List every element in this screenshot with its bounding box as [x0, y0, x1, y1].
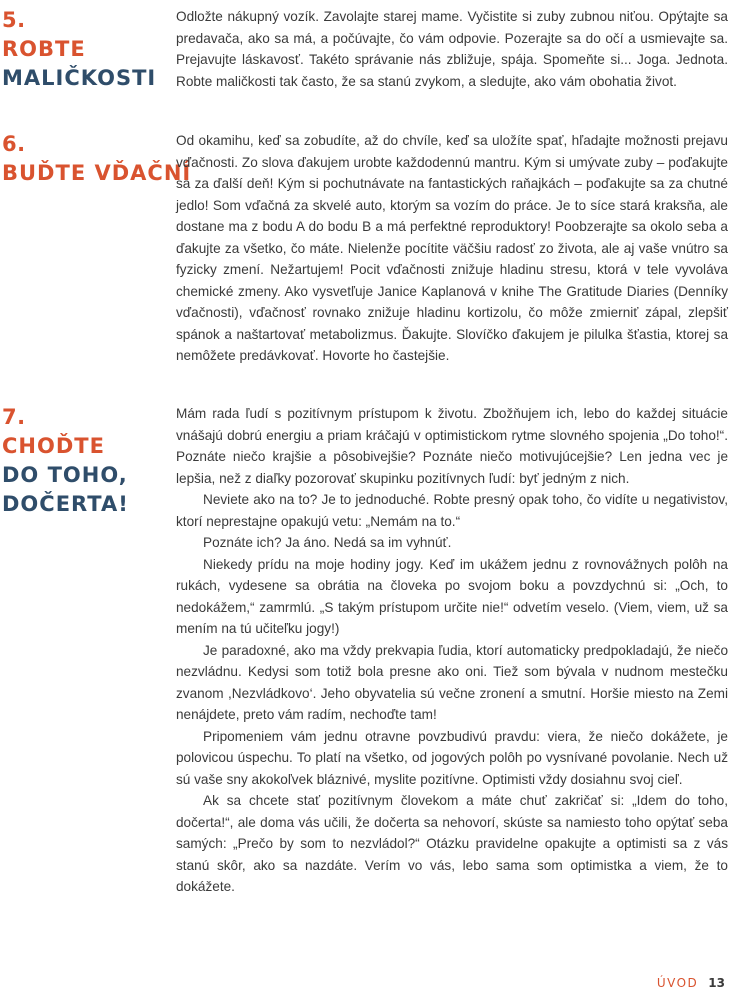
section-body	[176, 6, 728, 92]
section-body	[176, 130, 728, 367]
section-title	[2, 35, 162, 93]
section-title-line: BUĎTE VĎAČNÍ	[2, 161, 192, 185]
section-number: 6.	[2, 132, 26, 156]
section-title-line: DO TOHO,	[2, 463, 128, 487]
paragraph: Je paradoxné, ako ma vždy prekvapia ľudia, ktorí automaticky predpokladajú, že niečo nezvládnu. Kedysi som totiž bola presne ako oni. Tiež som bývala v nudnom mestečku zvanom ,Nezvládkovo‘. Jeho obyvatelia sú večne zronení a smutní. Horšie miesto na Zemi nenájdete, preto vám radím, nechoďte tam!	[176, 642, 728, 722]
section-body	[176, 403, 728, 898]
section-title-line: DOČERTA!	[2, 492, 129, 516]
section-title-line: ROBTE	[2, 37, 86, 61]
paragraph: Pripomeniem vám jednu otravne povzbudivú pravdu: viera, že niečo dokážete, je polovicou úspechu. To platí na všetko, od jogových polôh po vysnívané povolanie. Nech už sú vaše sny akokoľvek bláznivé, myslite pozitívne. Optimisti vždy dosiahnu svoj cieľ.	[176, 728, 728, 787]
page-footer	[657, 975, 725, 991]
section-number: 5.	[2, 8, 26, 32]
paragraph: Neviete ako na to? Je to jednoduché. Robte presný opak toho, čo vidíte u negativistov, ktorí neprestajne opakujú vetu: „Nemám na to.“	[176, 492, 728, 529]
paragraph: Ak sa chcete stať pozitívnym človekom a máte chuť zakričať si: „Idem do toho, dočerta!“, ale doma vás učili, že dočerta sa nehovorí, skúste sa namiesto toho opýtať seba samých: „Prečo by som to nezvládol?“ Otázku pravidelne opakujte a optimisti sa z vás stanú skôr, ako sa nazdáte. Verím vo vás, lebo sama som optimistka a viem, že to dokážete.	[176, 793, 728, 894]
footer-section-label: ÚVOD	[656, 976, 699, 990]
paragraph: Odložte nákupný vozík. Zavolajte starej mame. Vyčistite si zuby zubnou niťou. Opýtajte sa predavača, ako sa má, a počúvajte, čo vám odpovie. Pozerajte sa do očí a usmievajte sa. Prejavujte láskavosť. Takéto správanie nás zbližuje, spája. Spomeňte si... Joga. Jednota. Robte maličkosti tak často, že sa stanú zvykom, a sledujte, ako vám obohatia život.	[176, 9, 728, 89]
section-number: 7.	[2, 405, 26, 429]
paragraph: Od okamihu, keď sa zobudíte, až do chvíle, keď sa uložíte spať, hľadajte možnosti prejavu vďačnosti. Zo slova ďakujem urobte každodennú mantru. Kým si umývate zuby – poďakujte sa za ďalší deň! Kým si pochutnávate na fantastických raňajkách – poďakujte sa za chutné jedlo! Som vďačná za skvelé auto, ktorým sa vozím do práce. Je to síce stará kraksňa, ale dostane ma z bodu A do bodu B a má perfektné reproduktory! Poobzerajte sa okolo seba a ďakujte za všetko, čo máte. Nielenže pocítite väčšiu radosť zo života, ale aj vaše vnútro sa fyzicky zmení. Nežartujem! Pocit vďačnosti znižuje hladinu stresu, ktorá v tele vyvoláva chemické zmeny. Ako vysvetľuje Janice Kaplanová v knihe The Gratitude Diaries (Denníky vďačnosti), vďačnosť rovnako znižuje hladinu kortizolu, čo môže zmierniť zápal, zlepšiť spánok a naštartovať metabolizmus. Ďakujte. Slovíčko ďakujem je pilulka šťastia, ktorej sa nemôžete predávkovať. Hovorte ho častejšie.	[176, 133, 728, 363]
section-title	[2, 432, 162, 519]
paragraph: Niekedy prídu na moje hodiny jogy. Keď im ukážem jednu z rovnovážnych polôh na rukách, vydesene sa obrátia na človeka po svojom boku a povzdychnú si: „Och, to nedokážem,“ zamrmlú. „S takým prístupom určite nie!“ odvetím veselo. (Viem, viem, už sa mením na tú učiteľku jogy!)	[176, 556, 728, 636]
section-title	[2, 159, 192, 188]
paragraph: Mám rada ľudí s pozitívnym prístupom k životu. Zbožňujem ich, lebo do každej situácie vnášajú dobrú energiu a priam kráčajú v optimistickom rytme slovného spojenia „Do toho!“. Poznáte niečo krajšie a pôsobivejšie? Poznáte niečo motivujúcejšie? Len jedna vec je lepšia, než z diaľky pozorovať skupinku pozitívnych ľudí: byť jedným z nich.	[176, 406, 728, 486]
section-title-line: CHOĎTE	[2, 434, 105, 458]
section-title-line: MALIČKOSTI	[2, 66, 157, 90]
page-number: 13	[708, 976, 725, 990]
paragraph: Poznáte ich? Ja áno. Nedá sa im vyhnúť.	[203, 535, 452, 550]
